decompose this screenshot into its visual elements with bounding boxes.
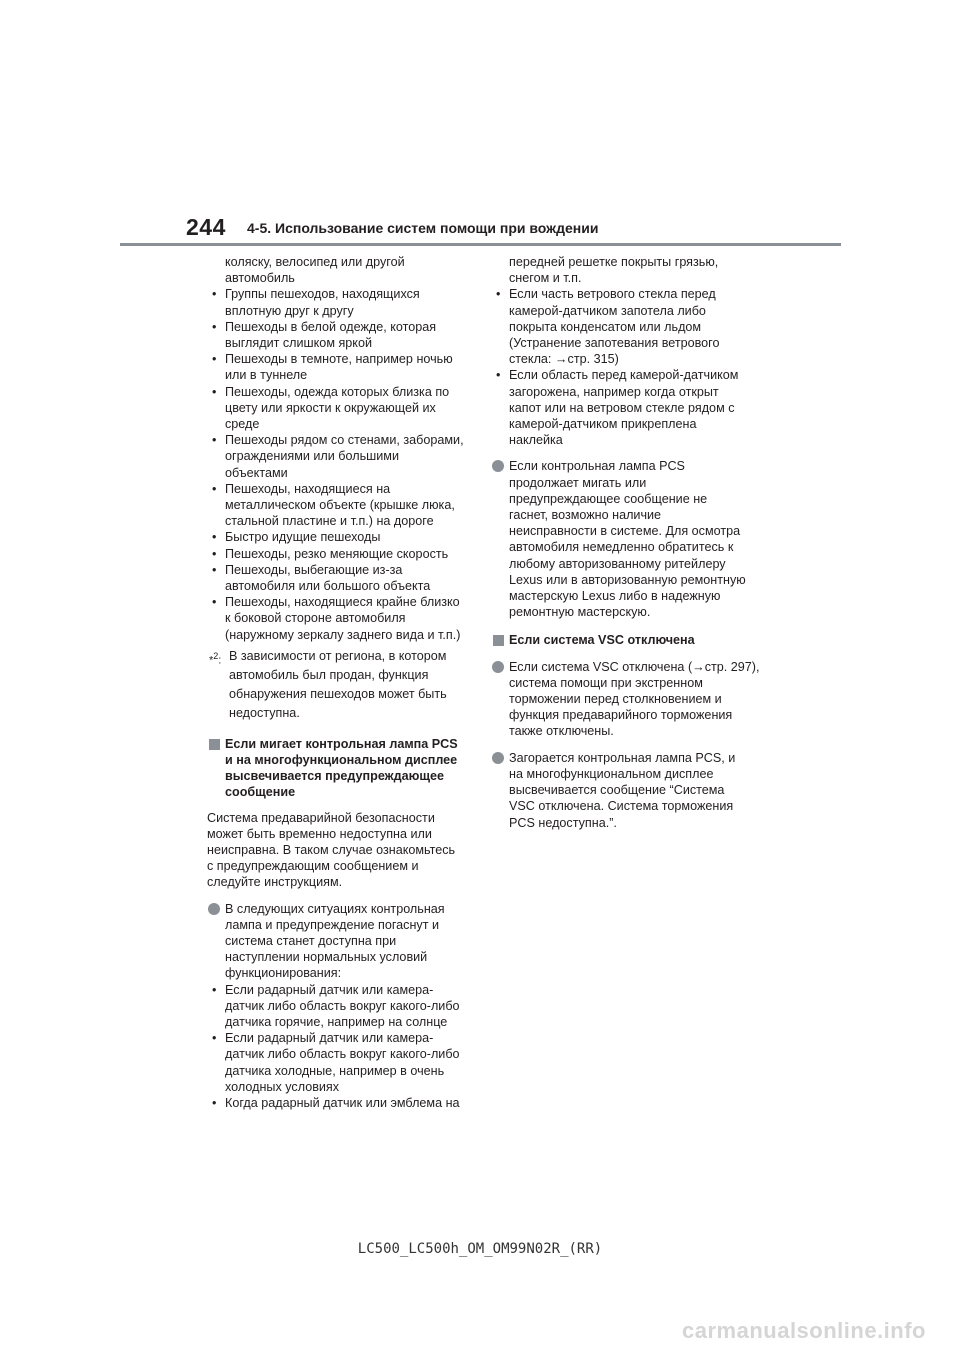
bullet-item: • Пешеходы, резко меняющие скорость: [212, 546, 449, 561]
circle-item: Если контрольная лампа PCS продолжает мигать или предупреждающее сообщение не гаснет, возможно наличие неисправности в системе. Для осмотра автомобиля немедленно обратитесь к любому авторизованному ритейлеру Lexus или в авторизованную ремонтную мастерскую Lexus либо в надежную ремонтную мастерскую.: [491, 458, 761, 620]
section-heading: Если система VSC отключена: [491, 632, 761, 648]
bullet-item: • Если радарный датчик или камера- датчик либо область вокруг какого-либо датчика холодные, например в очень холодных условиях: [212, 1031, 460, 1094]
watermark: carmanualsonline.info: [682, 1318, 926, 1343]
paragraph: Система предаварийной безопасности может быть временно недоступна или неисправна. В таком случае ознакомьтесь с предупреждающим сообщением и следуйте инструкциям.: [207, 810, 456, 890]
circle-item: В следующих ситуациях контрольная лампа и предупреждение погаснут и система станет доступна при наступлении нормальных условий функционирования:: [207, 901, 477, 982]
intro-text: передней решетке покрыты грязью, снегом и т.п.: [509, 255, 719, 286]
bullet-item: • Когда радарный датчик или эмблема на: [212, 1095, 460, 1110]
bullet-item: • Пешеходы в темноте, например ночью или в туннеле: [212, 352, 453, 383]
circle-bullet-icon: [492, 460, 504, 472]
bullet-item: • Быстро идущие пешеходы: [212, 530, 381, 545]
square-bullet-icon: [209, 739, 220, 750]
section-heading: Если мигает контрольная лампа PCS и на многофункциональном дисплее высвечивается предупреждающее сообщение: [207, 736, 477, 801]
footnote: *$^2$: В зависимости от региона, в котором автомобиль был продан, функция обнаружения пешеходов может быть недоступна.: [209, 648, 447, 721]
circle-bullet-icon: [492, 752, 504, 764]
header-rule: [120, 243, 841, 246]
bullet-item: • Пешеходы, одежда которых близка по цвету или яркости к окружающей их среде: [212, 384, 450, 432]
bullet-item: • Пешеходы, находящиеся крайне близко к боковой стороне автомобиля (наружному зеркалу заднего вида и т.п.): [212, 595, 461, 642]
section-title: 4-5. Использование систем помощи при вождении: [247, 220, 599, 236]
footnote-mark: *$^2$:: [209, 650, 222, 667]
right-column: [491, 254, 761, 831]
footer-code: LC500_LC500h_OM_OM99N02R_(RR): [357, 1241, 603, 1257]
page-number: 244: [186, 214, 226, 240]
sub-bullets: [207, 982, 477, 1112]
bullet-item: • Пешеходы, выбегающие из-за автомобиля или большого объекта: [212, 562, 431, 594]
circle-bullet-icon: [492, 661, 504, 673]
bullet-item: • Если часть ветрового стекла перед камерой-датчиком запотела либо покрыта конденсатом или льдом (Устранение запотевания ветрового стекла: →стр. 315): [496, 287, 720, 367]
bullet-item: • Пешеходы рядом со стенами, заборами, ограждениями или большими объектами: [212, 433, 464, 480]
square-bullet-icon: [493, 635, 504, 646]
left-column: [207, 254, 477, 1111]
circle-item: Загорается контрольная лампа PCS, и на многофункциональном дисплее высвечивается сообщение “Система VSC отключена. Система торможения PCS недоступна.”.: [491, 750, 761, 831]
bullet-item: • Группы пешеходов, находящихся вплотную друг к другу: [212, 287, 420, 318]
circle-bullet-icon: [208, 903, 220, 915]
bullet-item: • Если радарный датчик или камера- датчик либо область вокруг какого-либо датчика горячие, например на солнце: [212, 982, 460, 1029]
bullet-item: • Пешеходы в белой одежде, которая выглядит слишком яркой: [212, 319, 437, 351]
circle-item: Если система VSC отключена (→стр. 297), система помощи при экстренном торможении перед столкновением и функция предаварийного торможения также отключены.: [491, 659, 761, 740]
intro-text: коляску, велосипед или другой автомобиль: [225, 255, 405, 286]
bullet-item: • Если область перед камерой-датчиком загорожена, например когда открыт капот или на ветровом стекле рядом с камерой-датчиком прикреплена наклейка: [496, 368, 739, 448]
bullet-item: • Пешеходы, находящиеся на металлическом объекте (крышке люка, стальной пластине и т.п.) на дороге: [212, 481, 455, 529]
